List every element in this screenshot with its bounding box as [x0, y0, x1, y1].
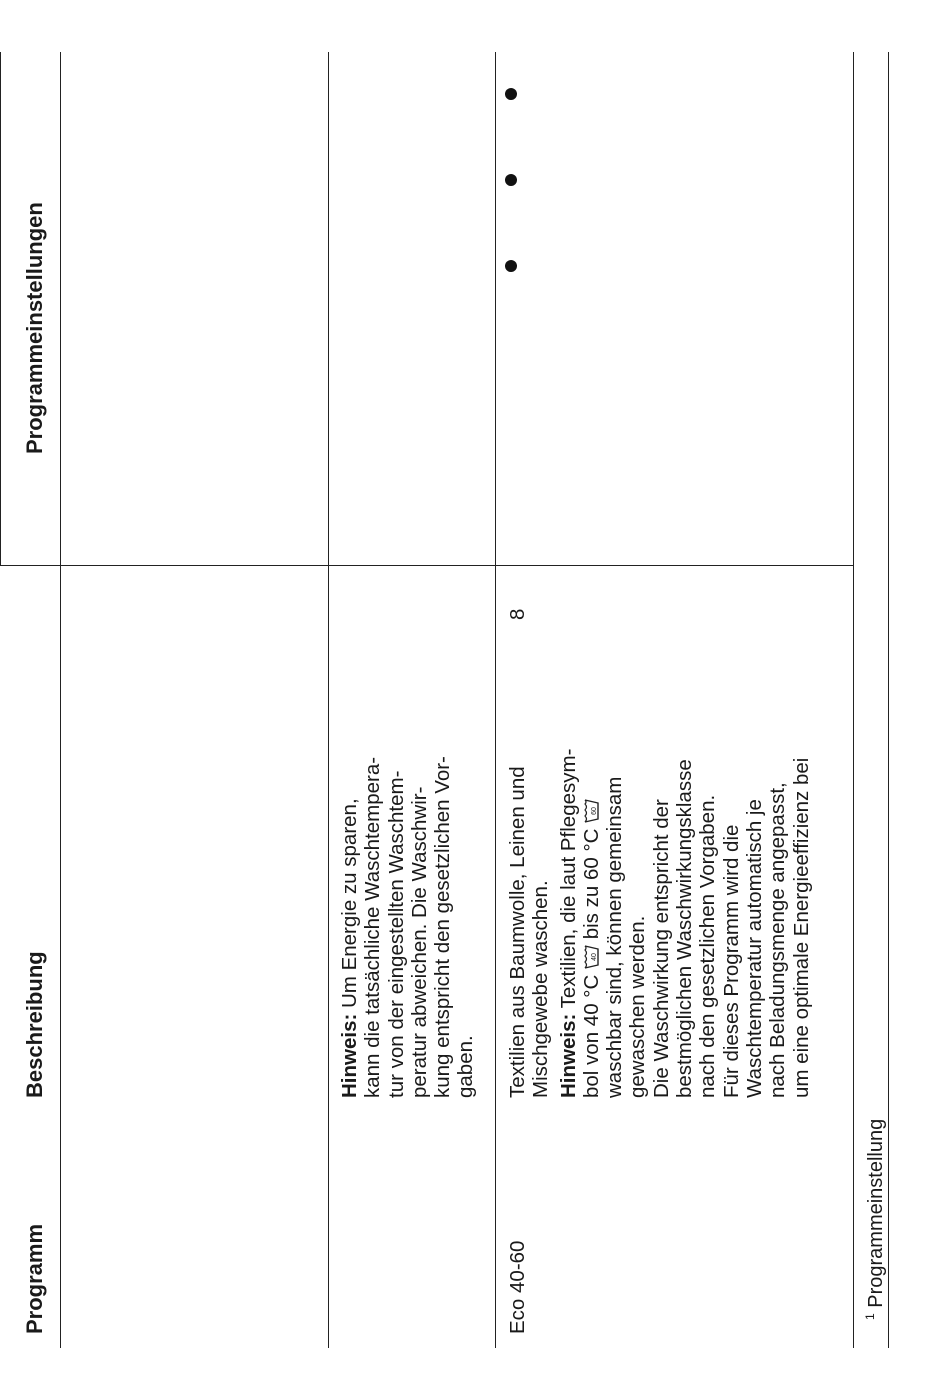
desc-line: bol von 40 °C 40 bis zu 60 °C 60	[580, 749, 603, 1098]
setting-dot	[505, 260, 517, 272]
row2-description	[506, 749, 813, 1098]
care-40-label: 40	[590, 953, 598, 961]
header-divider	[60, 52, 61, 1348]
row2-load-value: 8	[506, 608, 529, 620]
setting-dot	[505, 88, 517, 100]
desc-line: kann die tatsächliche Waschtempera-	[361, 756, 385, 1098]
header-top-rule	[0, 52, 1, 566]
desc-line: Hinweis: Um Energie zu sparen,	[338, 798, 361, 1098]
footnote-text: Programmeinstellung	[865, 1118, 887, 1308]
table-bottom-rule	[853, 52, 854, 1348]
desc-line: Mischgewebe waschen.	[529, 880, 553, 1098]
setting-dot	[505, 174, 517, 186]
desc-line: waschbar sind, können gemeinsam	[603, 776, 627, 1098]
care-60-label: 60	[590, 806, 598, 815]
desc-line: Textilien aus Baumwolle, Leinen und	[506, 766, 529, 1098]
desc-line: bestmöglichen Waschwirkungsklasse	[673, 759, 697, 1098]
desc-line: gaben.	[454, 1035, 478, 1098]
desc-line: Hinweis: Textilien, die laut Pflegesym-	[556, 748, 580, 1098]
desc-line: nach Beladungsmenge angepasst,	[766, 782, 790, 1098]
desc-line: tur von der eingestellten Waschtem-	[384, 770, 408, 1098]
wash-60-icon	[583, 799, 599, 823]
desc-line: um eine optimale Energieeffizienz bei	[789, 757, 813, 1098]
desc-line: Die Waschwirkung entspricht der	[649, 799, 673, 1098]
row-divider	[328, 52, 329, 1348]
desc-line: Für dieses Programm wird die	[719, 824, 743, 1098]
row-divider	[495, 52, 496, 1348]
header-settings: Programmeinstellungen	[22, 202, 47, 454]
column-divider	[60, 565, 853, 566]
desc-line: peratur abweichen. Die Waschwir-	[407, 786, 431, 1098]
header-description: Beschreibung	[22, 951, 47, 1098]
desc-line: Waschtemperatur automatisch je	[742, 799, 766, 1098]
footnote-rule	[888, 52, 889, 1348]
footnote	[858, 1119, 888, 1320]
wash-40-icon	[583, 945, 599, 969]
footnote-marker: 1	[863, 1313, 877, 1320]
header-program: Programm	[22, 1223, 47, 1334]
row2-program-name: Eco 40-60	[506, 1240, 529, 1334]
desc-line: nach den gesetzlichen Vorgaben.	[696, 794, 720, 1098]
desc-line: gewaschen werden.	[626, 915, 650, 1098]
desc-line: kung entspricht den gesetzlichen Vor-	[431, 756, 455, 1098]
header-column-divider	[0, 565, 60, 566]
row1-description	[338, 756, 478, 1098]
